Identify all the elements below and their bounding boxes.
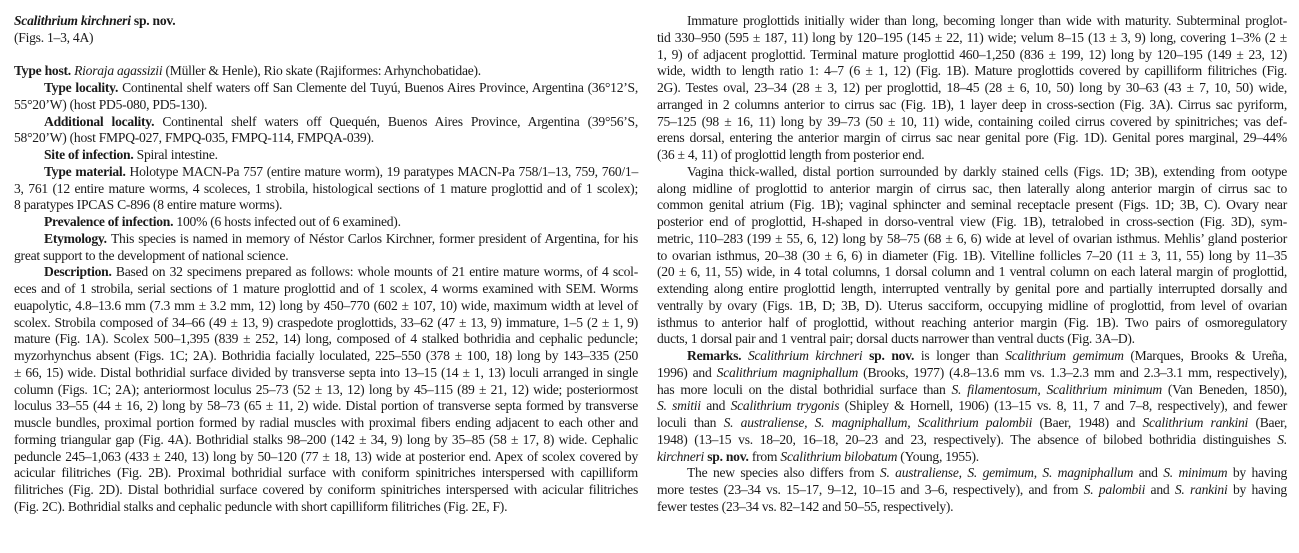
text-run: (Müller & Henle), Rio skate (Rajiformes: Arhynchobatidae).: [162, 63, 481, 79]
bold-run: Site of infection.: [44, 147, 137, 162]
text-run: more testes (23–34 vs. 15–17, 9–12, 10–15 and 3–6, respectively), and from: [657, 482, 1084, 497]
text-line: [14, 347, 638, 364]
text-run: (Fig. 2C). Bothridial stalks and cephalic peduncle with short capilliform filitriches (Fig. 2E, F).: [14, 498, 508, 514]
text-run: (20 ± 6, 11, 55) wide, in 4 total columns, 1 dorsal column and 1 ventral column on each lateral margin of proglottid,: [657, 264, 1287, 280]
text-run: This species is named in memory of Néstor Carlos Kirchner, former president of Argentina, for his: [110, 230, 638, 246]
text-line: [14, 29, 93, 46]
text-line: [14, 196, 282, 213]
text-run: to ovarian isthmus, 20–38 (30 ± 6, 6) in diameter (Fig. 1B). Vitelline follicles 7–20 (11 ± 3, 11, 55) long by 11–35: [657, 247, 1287, 263]
text-line: [14, 62, 481, 79]
text-run: 3, 761 (12 entire mature worms, 4 scoleces, 1 strobila, histological sections of 1 mature proglottid and of 1 scolex);: [14, 180, 638, 196]
text-line: [657, 146, 924, 163]
text-line: [657, 163, 1287, 180]
text-line: [14, 79, 638, 96]
text-line: [657, 180, 1287, 197]
text-run: peduncle 245–1,063 (433 ± 240, 13) long by 50–120 (77 ± 18, 13) wide at posterior end. Apex of scolex covered by: [14, 448, 638, 464]
text-line: [14, 180, 638, 197]
text-line: [14, 247, 288, 264]
text-line: [14, 448, 638, 465]
italic-run: S.: [1277, 431, 1287, 447]
text-line: [14, 464, 638, 481]
italic-run: S. australiense, S. magniphallum, Scalithrium palombii: [723, 415, 1033, 430]
bold-run: Additional locality.: [44, 113, 163, 129]
bold-run: sp. nov.: [704, 448, 749, 464]
text-run: and: [700, 398, 731, 414]
italic-run: Scalithrium trygonis: [730, 398, 840, 414]
text-run: ,: [958, 465, 968, 481]
text-line: [14, 364, 638, 381]
text-run: by having: [1227, 465, 1288, 481]
text-run: posterior end of proglottid, H-shaped in dorso-ventral view (Fig. 1B), tetralobed in cross-section (Fig. 3D), sym-: [657, 214, 1287, 229]
text-run: ducts, 1 dorsal pair and 1 ventral pair; dorsal ducts narrower than ventral ducts (Fig. 3A–D).: [657, 331, 1135, 347]
text-run: erens dorsal, entering the anterior margin of cirrus sac near genital pore (Fig. 1D). Genital pores marginal, 29–44%: [657, 130, 1287, 146]
text-run: eces and of 1 strobila, serial sections of 1 mature proglottid and of 1 scolex, 4 worms examined with SEM. Worms: [14, 281, 638, 296]
bold-run: Remarks.: [687, 348, 748, 363]
text-run: euapolytic, 4.8–13.6 mm (7.3 mm ± 3.2 mm, 12) long by 450–770 (602 ± 107, 10) wide, maximum width at level of: [14, 297, 638, 313]
text-run: Vagina thick-walled, distal portion surrounded by darkly stained cells (Figs. 1D; 3B), extending from ootype: [687, 163, 1287, 179]
text-line: [657, 330, 1135, 347]
italic-run: S. palombii: [1083, 482, 1146, 497]
text-run: mature (Fig. 1A). Scolex 500–1,395 (839 ± 252, 14) long, composed of 4 stalked bothridia and cephalic peduncle;: [14, 331, 638, 347]
text-line: [657, 96, 1287, 113]
text-run: acicular filitriches (Fig. 2B). Proximal bothridial surface with coniform spinitriches interspersed with capilliform: [14, 465, 638, 481]
text-run: (Brooks, 1977) (4.8–13.6 mm vs. 1.3–2.3 mm and 2.3–3.1 mm, respectively),: [858, 364, 1287, 380]
text-run: by having: [1227, 482, 1287, 497]
text-run: muscle bundles, proximal portion formed by radial muscles with proximal fibers ending adjacent to each other and: [14, 415, 638, 430]
bold-run: Description.: [44, 264, 116, 280]
italic-run: Scalithrium rankini: [1142, 415, 1249, 430]
text-line: [657, 381, 1287, 398]
text-line: [14, 397, 638, 414]
text-line: [657, 414, 1287, 431]
text-run: (Figs. 1–3, 4A): [14, 29, 94, 45]
bold-run: Prevalence of infection.: [44, 214, 177, 229]
text-line: [657, 297, 1287, 314]
text-run: has more loculi on the distal bothridial surface than: [657, 381, 952, 397]
italic-run: S. magniphallum: [1042, 465, 1134, 481]
text-run: is longer than: [914, 348, 1006, 363]
text-run: 55°20’W) (host PD5-080, PD5-130).: [14, 96, 208, 112]
text-line: [657, 79, 1287, 96]
text-line: [14, 431, 638, 448]
text-run: scolex. Strobila composed of 34–66 (49 ± 13, 9) craspedote proglottids, 33–62 (47 ± 13, 9) immature, 1–5 (2 ± 1, 9): [14, 314, 638, 330]
text-line: [14, 280, 638, 297]
text-line: [14, 163, 638, 180]
text-line: [657, 397, 1287, 414]
text-line: [14, 129, 374, 146]
text-run: 1, 9) of adjacent proglottid. Terminal mature proglottid 460–1,250 (836 ± 199, 12) long by 120–195 (149 ± 23, 12): [657, 46, 1287, 62]
text-line: [657, 431, 1287, 448]
text-run: tid 330–950 (595 ± 187, 11) long by 120–195 (145 ± 22, 11) wide; velum 8–15 (13 ± 3, 9) long, covering 1–3% (2 ±: [657, 29, 1287, 45]
text-run: loculi than: [657, 415, 724, 430]
text-line: [657, 364, 1287, 381]
text-run: Continental shelf waters off San Clemente del Tuyú, Buenos Aires Province, Argentina (36°12’S,: [122, 80, 638, 95]
italic-run: Rioraja agassizii: [74, 63, 163, 79]
text-line: [657, 464, 1287, 481]
text-line: [14, 414, 638, 431]
italic-run: Scalithrium bilobatum: [780, 448, 898, 464]
text-line: [657, 113, 1287, 130]
text-line: [14, 96, 207, 113]
text-run: Continental shelf waters off Quequén, Buenos Aires Province, Argentina (39°56’S,: [162, 113, 638, 129]
italic-run: S. rankini: [1174, 482, 1228, 497]
text-run: arranged in 2 columns anterior to cirrus sac (Fig. 1B), 1 layer deep in cross-section (Fig. 3A). Cirrus sac pyriform,: [657, 96, 1287, 112]
text-line: [14, 230, 638, 247]
text-run: extending along entire proglottid length, interrupted ventrally by genital pore and partially interrupted dorsally and: [657, 281, 1287, 296]
text-line: [657, 29, 1287, 46]
text-run: from: [748, 448, 781, 464]
text-line: [14, 297, 638, 314]
italic-run: S. smitii: [657, 398, 701, 414]
text-run: 2G). Testes oval, 23–34 (28 ± 3, 12) per proglottid, 18–45 (28 ± 6, 10, 50) long by 30–63 (43 ± 7, 10, 50) wide,: [657, 80, 1287, 95]
text-run: 1948) (13–15 vs. 18–20, 16–18, 20–23 and 23, respectively). The absence of bilobed bothridia distinguishes: [657, 431, 1278, 447]
text-line: [14, 381, 638, 398]
text-run: The new species also differs from: [687, 465, 880, 481]
italic-run: S. australiense: [879, 465, 959, 481]
text-line: [657, 196, 1287, 213]
text-run: 75–125 (98 ± 16, 11) long by 39–73 (50 ± 10, 11) wide, containing coiled cirrus covered by spinitriches; vas def-: [657, 113, 1287, 129]
text-run: (Shipley & Hornell, 1906) (13–15 vs. 8, 11, 7 and 7–8, respectively), and fewer: [839, 398, 1287, 414]
text-line: [657, 448, 979, 465]
text-line: [657, 230, 1287, 247]
text-line: [657, 247, 1287, 264]
text-run: common genital atrium (Fig. 1B); vaginal sphincter and seminal receptacle present (Figs. 1D; 3B, C). Ovary near: [657, 197, 1287, 213]
text-line: [14, 314, 638, 331]
text-line: [14, 481, 638, 498]
text-run: Spiral intestine.: [136, 147, 218, 162]
text-line: [657, 347, 1287, 364]
bold-run: Etymology.: [44, 230, 111, 246]
bold-run: Type locality.: [44, 80, 123, 95]
text-run: (Baer,: [1248, 415, 1287, 430]
text-line: [14, 498, 507, 515]
text-line: [14, 113, 638, 130]
text-line: [14, 213, 401, 230]
text-run: ± 66, 15) wide. Distal bothridial surface divided by transverse septa into 13–15 (14 ± 1, 13) loculi arranged in single: [14, 364, 638, 380]
text-run: (Baer, 1948) and: [1032, 415, 1143, 430]
text-run: along midline of proglottid to anterior margin of cirrus sac, then laterally along anterior margin of cirrus sac to: [657, 180, 1287, 196]
bold-italic-run: Scalithrium kirchneri: [14, 13, 131, 28]
text-line: [14, 330, 638, 347]
text-run: ,: [1033, 465, 1043, 481]
text-run: ventrally by ovary (Figs. 1B, D; 3B, D). Uterus sacciform, occupying midline of proglottid, from level of ovarian: [657, 297, 1287, 313]
text-line: [657, 314, 1287, 331]
text-run: Immature proglottids initially wider than long, becoming longer than wide with maturity. Subterminal proglot-: [687, 13, 1287, 28]
text-line: [657, 62, 1287, 79]
text-run: myzorhynchus absent (Figs. 1C; 2A). Bothridia facially loculated, 225–550 (378 ± 100, 18) long by 143–335 (250: [14, 348, 638, 363]
text-run: filitriches (Fig. 2D). Distal bothridial surface covered by coniform spinitriches interspersed with acicular filitriches: [14, 482, 638, 497]
bold-run: Type material.: [44, 163, 130, 179]
text-line: [657, 280, 1287, 297]
italic-run: S. filamentosum, Scalithrium minimum: [951, 381, 1162, 397]
italic-run: Scalithrium gemimum: [1005, 348, 1124, 363]
italic-run: Scalithrium magniphallum: [716, 364, 859, 380]
text-run: Based on 32 specimens prepared as follows: whole mounts of 21 entire mature worms, of 4 scol-: [115, 264, 638, 280]
text-line: [657, 12, 1287, 29]
text-run: 1996) and: [657, 364, 717, 380]
bold-run: sp. nov.: [130, 13, 176, 28]
text-run: column (Figs. 1C; 2A); anteriormost loculus 25–73 (52 ± 13, 12) long by 45–115 (89 ± 21, 12) wide; posteriormost: [14, 381, 638, 397]
text-run: 100% (6 hosts infected out of 6 examined).: [176, 214, 401, 229]
bold-run: Type host.: [14, 63, 75, 79]
bold-run: sp. nov.: [862, 348, 915, 363]
text-line: [657, 129, 1287, 146]
text-line: [657, 213, 1287, 230]
text-run: fewer testes (23–34 vs. 82–142 and 50–55, respectively).: [657, 498, 954, 514]
text-run: (Van Beneden, 1850),: [1161, 381, 1288, 397]
text-run: loculus 33–55 (44 ± 16, 2) long by 58–73 (65 ± 11, 2) wide. Distal portion of transverse septa formed by transverse: [14, 398, 638, 414]
text-run: Holotype MACN-Pa 757 (entire mature worm), 19 paratypes MACN-Pa 758/1–13, 759, 760/1–: [129, 163, 638, 179]
text-run: and: [1133, 465, 1164, 481]
text-line: [14, 12, 175, 29]
text-run: (Marques, Brooks & Ureña,: [1123, 348, 1287, 363]
text-run: (36 ± 4, 11) of proglottid length from posterior end.: [657, 147, 925, 162]
text-run: isthmus to anterior half of proglottid, without reaching anterior margin (Fig. 1B). Two pairs of osmoregulatory: [657, 314, 1287, 330]
text-run: great support to the development of national science.: [14, 247, 289, 263]
text-line: [657, 263, 1287, 280]
text-line: [657, 46, 1287, 63]
text-run: and: [1145, 482, 1175, 497]
italic-run: S. minimum: [1163, 465, 1228, 481]
text-run: wide, width to length ratio 1: 4–7 (6 ± 1, 12) (Fig. 1B). Mature proglottids covered by capilliform filitriches (Fig.: [657, 63, 1287, 79]
text-run: (Young, 1955).: [897, 448, 979, 464]
text-line: [657, 481, 1287, 498]
text-line: [14, 146, 218, 163]
text-run: 58°20’W) (host FMPQ-027, FMPQ-035, FMPQ-114, FMPQA-039).: [14, 130, 374, 146]
text-run: 8 paratypes IPCAS C-896 (8 entire mature worms).: [14, 197, 283, 213]
text-line: [657, 498, 953, 515]
italic-run: kirchneri: [657, 448, 705, 464]
italic-run: S. gemimum: [967, 465, 1034, 481]
text-run: metric, 110–283 (199 ± 55, 6, 12) long by 58–75 (68 ± 6, 6) wide at level of ovarian isthmus. Mehlis’ gland posterior: [657, 230, 1287, 246]
text-run: forming triangular gap (Fig. 4A). Bothridial stalks 98–200 (142 ± 34, 9) long by 35–85 (58 ± 17, 8) wide. Cephalic: [14, 431, 638, 447]
text-line: [14, 263, 638, 280]
italic-run: Scalithrium kirchneri: [747, 348, 863, 363]
